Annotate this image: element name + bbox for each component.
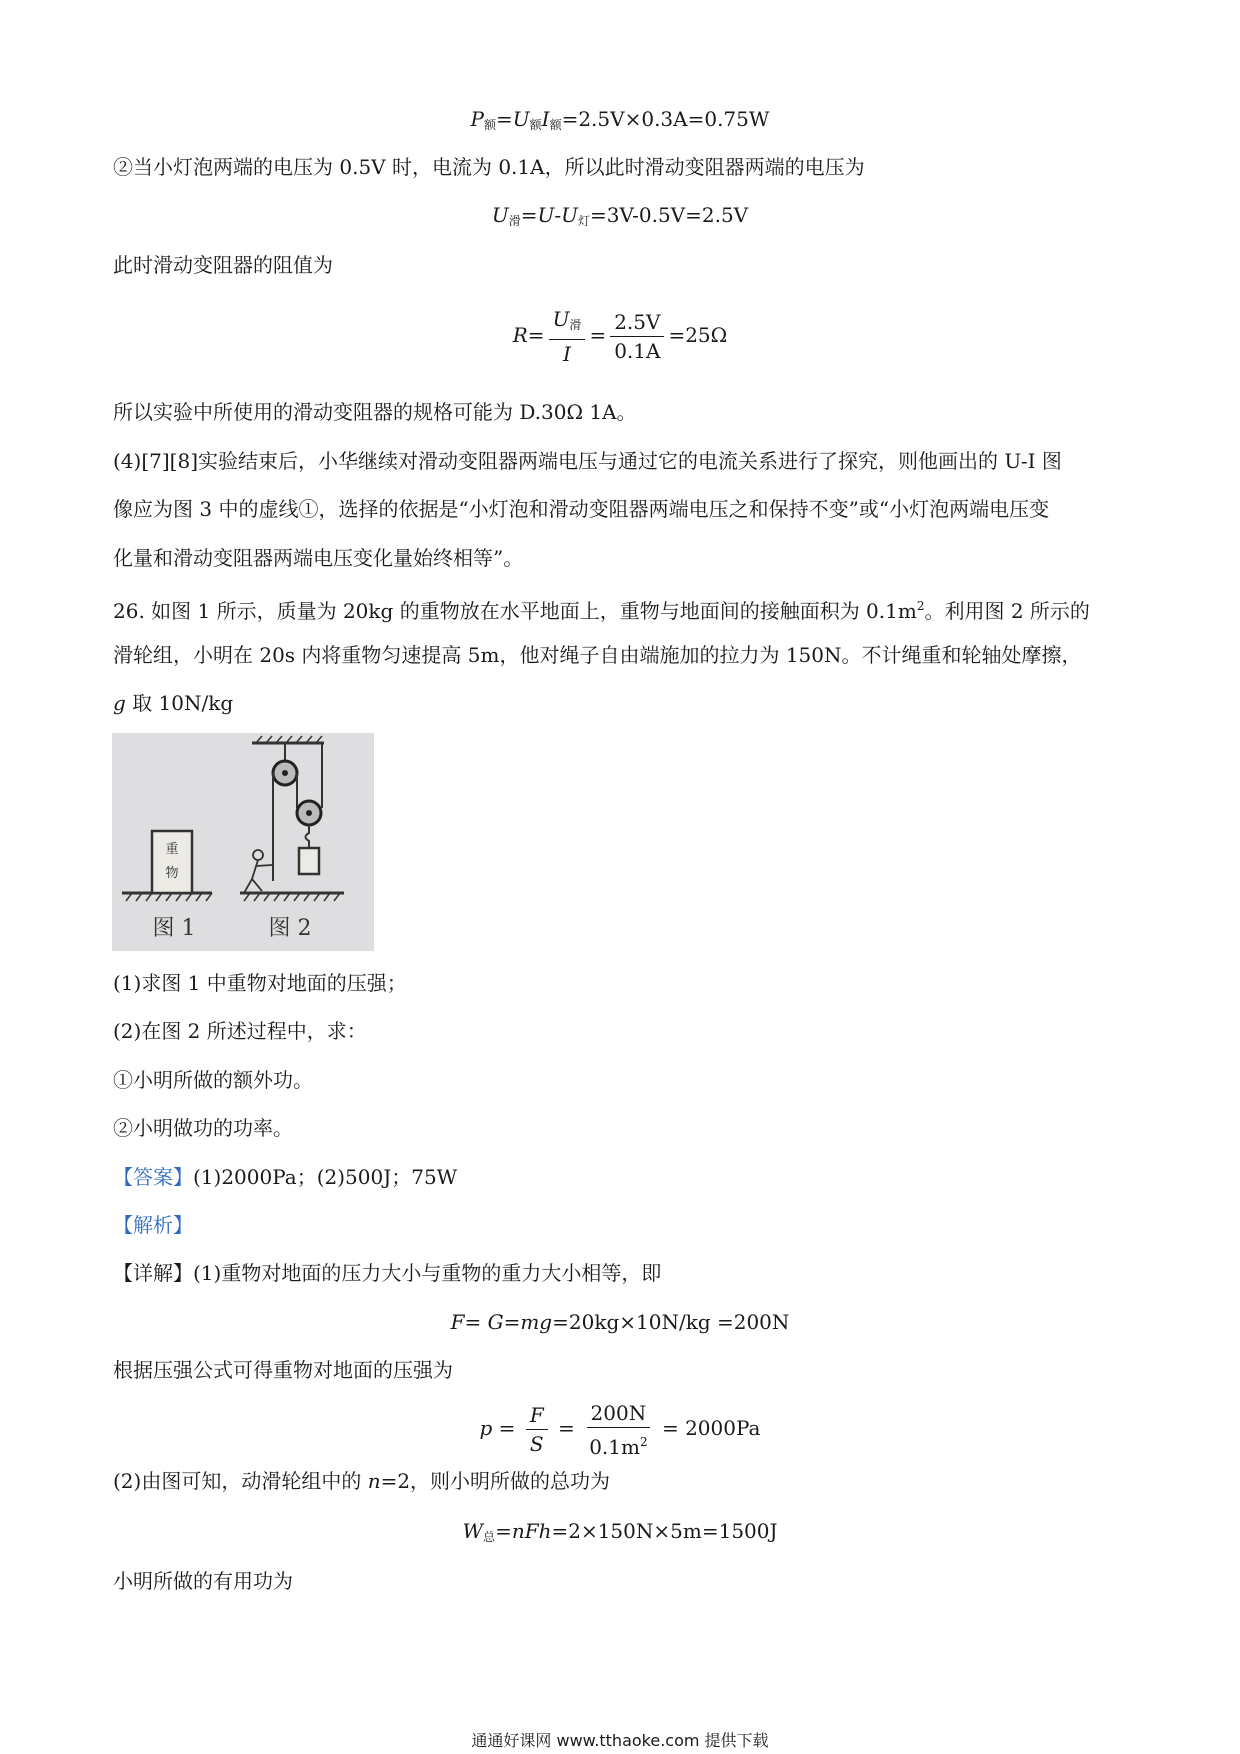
formula-pressure: p = $\frac{F}{S}$ = $\frac{200N}{0.1m^2}$ = 2000Pa	[479, 1400, 761, 1459]
question-2b: ②小明做功的功率。	[113, 1116, 293, 1140]
question-2: (2)在图 2 所述过程中，求：	[113, 1019, 367, 1043]
text-line: 根据压强公式可得重物对地面的压强为	[113, 1358, 453, 1382]
weight-box	[152, 831, 192, 893]
fraction: $\frac{U_滑}{I}$	[549, 305, 586, 368]
question-1: (1)求图 1 中重物对地面的压强；	[113, 971, 407, 995]
footer: 通通好课网 www.tthaoke.com 提供下载	[471, 1731, 769, 1750]
figure-label-2: 图 2	[268, 916, 312, 941]
pulley-figure	[112, 733, 374, 951]
detail-line: 【详解】(1)重物对地面的压力大小与重物的重力大小相等，即	[113, 1261, 662, 1285]
analysis-tag: 【解析】	[113, 1213, 193, 1237]
text-line: 滑轮组，小明在 20s 内将重物匀速提高 5m，他对绳子自由端施加的拉力为 150N。不计绳重和轮轴处摩擦，	[113, 643, 1082, 667]
fraction: $\frac{2.5V}{0.1A}$	[610, 308, 664, 365]
text-line: 小明所做的有用功为	[113, 1569, 293, 1593]
formula-voltage: $U_滑=U-U_灯=3V-0.5V=2.5V$	[491, 203, 749, 228]
question-2a: ①小明所做的额外功。	[113, 1068, 313, 1092]
formula-work: $W_总=nFh=2\times 150N\times 5m=1500J$	[462, 1519, 778, 1544]
box-text-2: 物	[165, 866, 179, 881]
formula-resistance: R= $\frac{U_滑}{I}$ = $\frac{2.5V}{0.1A}$ =25Ω	[512, 307, 728, 366]
text-line: 化量和滑动变阻器两端电压变化量始终相等”。	[113, 546, 524, 570]
fraction: $\frac{F}{S}$	[526, 1401, 548, 1458]
fraction: $\frac{200N}{0.1m^2}$	[585, 1399, 651, 1461]
text-line: g 取 10N/kg	[113, 691, 234, 715]
text-line: 此时滑动变阻器的阻值为	[113, 253, 333, 277]
text-line: (2)由图可知，动滑轮组中的 n=2，则小明所做的总功为	[113, 1469, 611, 1493]
answer-line: 【答案】(1)2000Pa；(2)500J；75W	[113, 1165, 458, 1189]
answer-tag: 【答案】	[113, 1165, 193, 1189]
figure-label-1: 图 1	[152, 916, 196, 941]
box-text-1: 重	[165, 842, 179, 857]
question-26: 26. 如图 1 所示，质量为 20kg 的重物放在水平地面上，重物与地面间的接触面积为 $0.1m^2$。利用图 2 所示的	[113, 599, 1090, 623]
hanging-weight	[299, 848, 319, 874]
text-line: 像应为图 3 中的虚线①，选择的依据是“小灯泡和滑动变阻器两端电压之和保持不变”或“小灯泡两端电压变	[113, 497, 1050, 521]
text-line: 所以实验中所使用的滑动变阻器的规格可能为 D.30Ω 1A。	[113, 400, 637, 424]
text-line: ②当小灯泡两端的电压为 0.5V 时，电流为 0.1A，所以此时滑动变阻器两端的电压为	[113, 155, 865, 179]
formula-power: $P_额=U_额I_额=2.5V\times 0.3A=0.75W$	[470, 107, 770, 132]
analysis-line	[113, 1212, 193, 1238]
formula-force: F= G=mg=20kg×10N/kg =200N	[450, 1310, 790, 1334]
detail-tag: 【详解】	[113, 1261, 193, 1285]
text-line: (4)[7][8]实验结束后，小华继续对滑动变阻器两端电压与通过它的电流关系进行了探究，则他画出的 U-I 图	[113, 449, 1062, 473]
